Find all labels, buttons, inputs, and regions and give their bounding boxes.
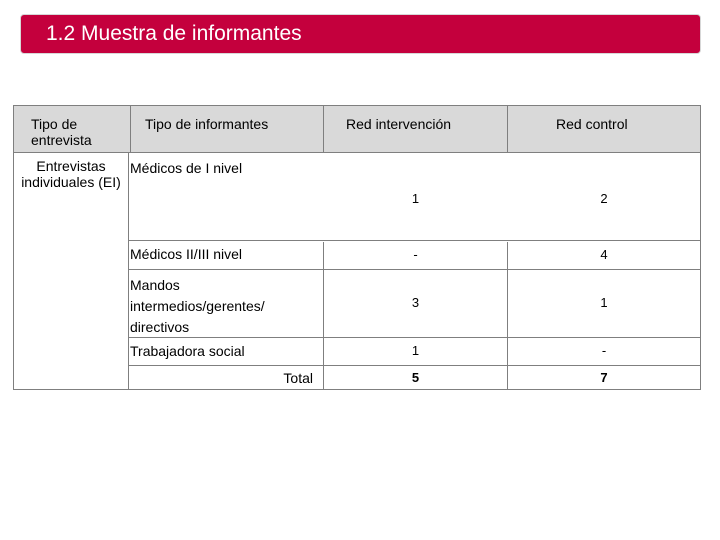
- table-bottom-border: [13, 389, 701, 390]
- header-red-control: Red control: [556, 116, 628, 132]
- total-intervencion: 5: [411, 370, 420, 385]
- table-right-border: [700, 153, 701, 390]
- row-informante: Mandos intermedios/gerentes/ directivos: [130, 277, 265, 335]
- title-bar: [20, 14, 701, 54]
- sample-table: [13, 105, 701, 390]
- body-divider: [323, 242, 324, 390]
- slide-title: 1.2 Muestra de informantes: [46, 22, 302, 45]
- row-control: 1: [600, 295, 608, 310]
- group-label: Entrevistas individuales (EI): [21, 158, 121, 190]
- header-divider: [507, 105, 508, 153]
- row-intervencion: 3: [411, 295, 420, 310]
- header-tipo-informantes: Tipo de informantes: [145, 116, 269, 132]
- row-separator: [128, 240, 701, 241]
- row-control: 4: [600, 247, 608, 262]
- row-informante: Médicos de I nivel: [130, 160, 243, 176]
- row-separator: [128, 365, 701, 366]
- row-informante: Médicos II/III nivel: [130, 246, 243, 262]
- table-left-border: [13, 153, 14, 390]
- row-intervencion: 1: [411, 191, 420, 206]
- header-divider: [323, 105, 324, 153]
- total-label: Total: [283, 370, 313, 386]
- body-divider: [507, 242, 508, 390]
- row-control: 2: [600, 191, 608, 206]
- header-divider: [130, 105, 131, 153]
- row-separator: [128, 269, 701, 270]
- row-informante: Trabajadora social: [130, 343, 245, 359]
- total-control: 7: [600, 370, 608, 385]
- row-control: -: [601, 343, 607, 358]
- group-divider: [128, 153, 129, 390]
- row-intervencion: -: [413, 247, 418, 262]
- header-red-intervencion: Red intervención: [346, 116, 452, 132]
- row-intervencion: 1: [411, 343, 420, 358]
- header-tipo-entrevista: Tipo de entrevista: [31, 116, 92, 148]
